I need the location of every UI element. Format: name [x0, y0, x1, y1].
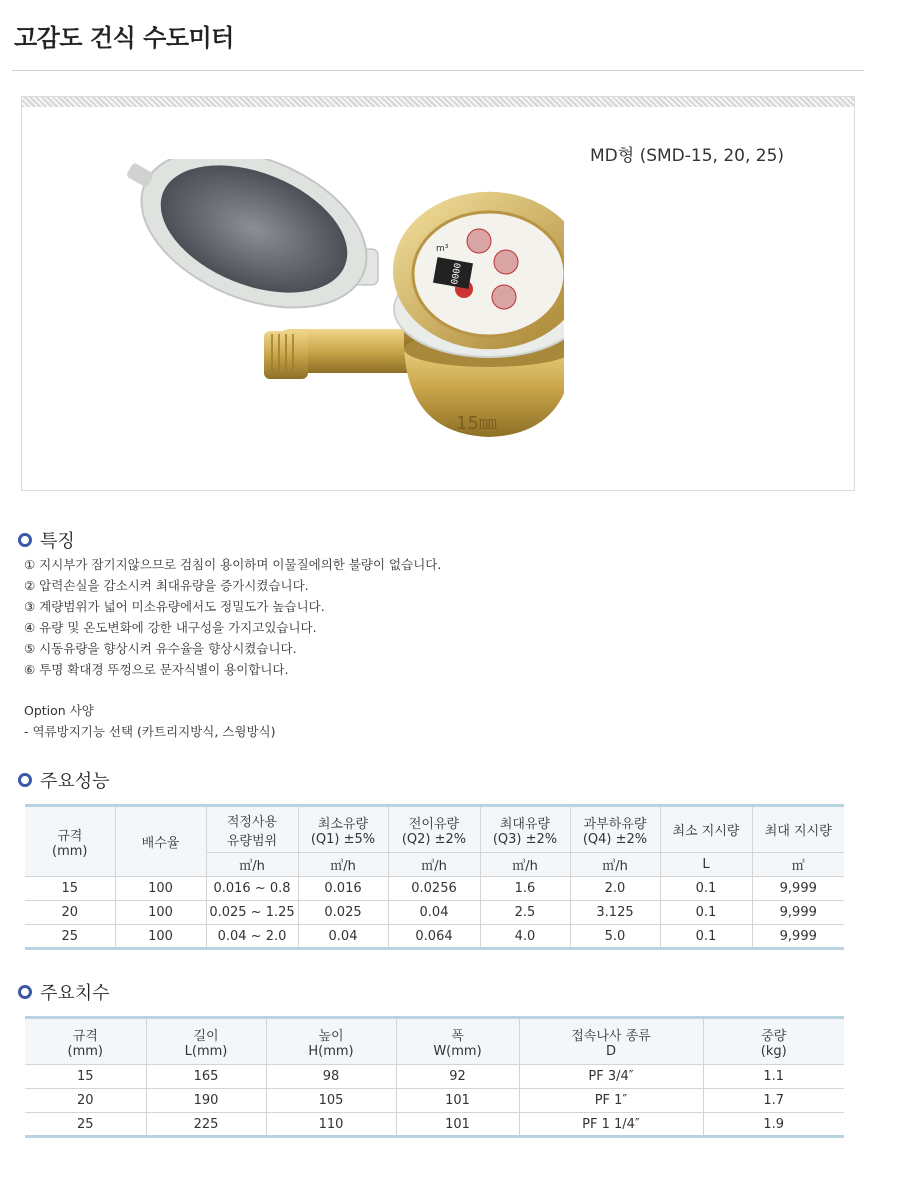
unit-cell: ㎥/h [480, 853, 570, 877]
table-cell: 4.0 [480, 925, 570, 949]
option-title: Option 사양 [24, 703, 94, 718]
table-cell: 0.0256 [388, 877, 480, 901]
feature-item: ④ 유량 및 온도변화에 강한 내구성을 가지고있습니다. [24, 620, 317, 635]
table-cell: 20 [25, 1089, 146, 1113]
table-cell: 100 [115, 877, 206, 901]
table-cell: 100 [115, 901, 206, 925]
table-cell: 2.5 [480, 901, 570, 925]
section-bullet-icon [18, 773, 32, 787]
table-cell: 1.7 [703, 1089, 844, 1113]
table-cell: PF 3/4″ [519, 1065, 703, 1089]
section-bullet-icon [18, 533, 32, 547]
table-cell: 110 [266, 1113, 396, 1137]
table-cell: 0.025 ~ 1.25 [206, 901, 298, 925]
title-divider [12, 70, 864, 71]
col-range: 적정사용 유량범위 [206, 806, 298, 853]
col-min-indication: 최소 지시량 [660, 806, 752, 853]
feature-item: ⑤ 시동유량을 향상시켜 유수율을 향상시켰습니다. [24, 641, 297, 656]
meter-plate-text: 15㎜ [456, 413, 497, 434]
col-length: 길이 L(mm) [146, 1018, 266, 1065]
table-cell: 0.025 [298, 901, 388, 925]
performance-heading [18, 767, 110, 793]
table-cell: PF 1 1/4″ [519, 1113, 703, 1137]
table-cell: 225 [146, 1113, 266, 1137]
unit-cell: ㎥/h [298, 853, 388, 877]
table-cell: 0.1 [660, 925, 752, 949]
col-size: 규격 (mm) [25, 806, 115, 877]
features-heading-text: 특징 [40, 531, 75, 552]
table-cell: 100 [115, 925, 206, 949]
table-cell: 0.016 [298, 877, 388, 901]
table-cell: 5.0 [570, 925, 660, 949]
table-cell: 1.1 [703, 1065, 844, 1089]
table-cell: 9,999 [752, 877, 844, 901]
table-cell: 0.04 [298, 925, 388, 949]
option-block [24, 700, 275, 742]
table-cell: 0.04 [388, 901, 480, 925]
meter-digits: 0000 [450, 262, 464, 286]
table-cell: PF 1″ [519, 1089, 703, 1113]
table-cell: 1.9 [703, 1113, 844, 1137]
dimensions-heading [18, 979, 110, 1005]
table-cell: 105 [266, 1089, 396, 1113]
col-width: 폭 W(mm) [396, 1018, 519, 1065]
performance-heading-text: 주요성능 [40, 771, 110, 792]
dimensions-heading-text: 주요치수 [40, 983, 110, 1004]
table-cell: 98 [266, 1065, 396, 1089]
col-weight: 중량 (kg) [703, 1018, 844, 1065]
dimensions-table [25, 1016, 844, 1138]
table-cell: 0.1 [660, 901, 752, 925]
feature-item: ③ 계량범위가 넓어 미소유량에서도 정밀도가 높습니다. [24, 599, 325, 614]
table-cell: 92 [396, 1065, 519, 1089]
feature-item: ① 지시부가 잠기지않으므로 검침이 용이하며 이물질에의한 불량이 없습니다. [24, 557, 442, 572]
water-meter-image [104, 159, 564, 449]
table-cell: 0.1 [660, 877, 752, 901]
table-cell: 15 [25, 1065, 146, 1089]
col-thread-type: 접속나사 종류 D [519, 1018, 703, 1065]
features-list [24, 554, 441, 680]
table-row [25, 901, 844, 925]
table-row [25, 1065, 844, 1089]
table-cell: 101 [396, 1113, 519, 1137]
table-row [25, 1089, 844, 1113]
col-height: 높이 H(mm) [266, 1018, 396, 1065]
section-bullet-icon [18, 985, 32, 999]
col-ratio: 배수율 [115, 806, 206, 877]
unit-cell: ㎥/h [570, 853, 660, 877]
product-image-panel [21, 96, 855, 491]
unit-cell: ㎥/h [388, 853, 480, 877]
unit-cell: ㎥/h [206, 853, 298, 877]
option-text: - 역류방지기능 선택 (카트리지방식, 스윙방식) [24, 724, 276, 739]
decorative-stripe [22, 97, 854, 107]
table-cell: 1.6 [480, 877, 570, 901]
table-cell: 25 [25, 1113, 146, 1137]
table-cell: 2.0 [570, 877, 660, 901]
col-max-indication: 최대 지시량 [752, 806, 844, 853]
features-heading [18, 527, 75, 553]
model-label: MD형 (SMD-15, 20, 25) [590, 146, 785, 166]
table-cell: 190 [146, 1089, 266, 1113]
col-q4: 과부하유량 (Q4) ±2% [570, 806, 660, 853]
col-size: 규격 (mm) [25, 1018, 146, 1065]
table-cell: 101 [396, 1089, 519, 1113]
table-row [25, 1113, 844, 1137]
table-cell: 9,999 [752, 925, 844, 949]
col-q3: 최대유량 (Q3) ±2% [480, 806, 570, 853]
col-q2: 전이유량 (Q2) ±2% [388, 806, 480, 853]
table-cell: 0.04 ~ 2.0 [206, 925, 298, 949]
page-title: 고감도 건식 수도미터 [14, 24, 234, 52]
table-row [25, 925, 844, 949]
feature-item: ② 압력손실을 감소시켜 최대유량을 증가시켰습니다. [24, 578, 309, 593]
feature-item: ⑥ 투명 확대경 뚜껑으로 문자식별이 용이합니다. [24, 662, 289, 677]
table-row [25, 877, 844, 901]
table-cell: 0.016 ~ 0.8 [206, 877, 298, 901]
table-cell: 15 [25, 877, 115, 901]
performance-table [25, 804, 844, 950]
table-cell: 3.125 [570, 901, 660, 925]
table-cell: 9,999 [752, 901, 844, 925]
table-cell: 25 [25, 925, 115, 949]
table-cell: 20 [25, 901, 115, 925]
unit-cell: L [660, 853, 752, 877]
table-cell: 0.064 [388, 925, 480, 949]
table-cell: 165 [146, 1065, 266, 1089]
col-q1: 최소유량 (Q1) ±5% [298, 806, 388, 853]
unit-cell: ㎥ [752, 853, 844, 877]
meter-unit: m³ [436, 244, 449, 254]
